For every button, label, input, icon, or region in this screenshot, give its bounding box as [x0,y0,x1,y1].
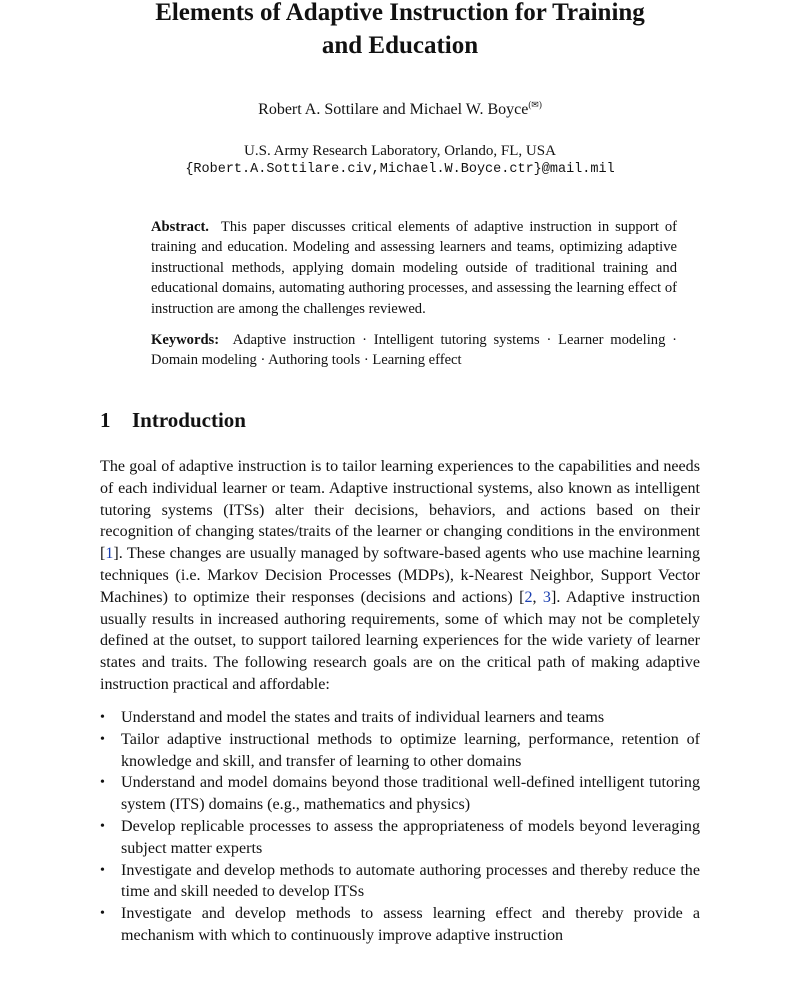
bullet-icon: • [100,818,105,834]
bullet-icon: • [100,710,105,725]
list-item [100,903,700,947]
list-item [100,772,700,816]
intro-text-2: ]. These changes are usually managed by software-based agents who use machine learning techniques (i.e. Markov Decision Processes (MDPs), k-Nearest Neighbor, Support Vector Machines) to optimize their responses (decisions and actions) [ [100,545,700,606]
title-line-1: Elements of Adaptive Instruction for Training [155,0,645,26]
corresponding-author-mark: (✉) [528,99,542,110]
citation-separator: , [532,588,543,606]
section-heading [100,406,246,434]
goal-text: Understand and model domains beyond those traditional well-defined intelligent tutoring system (ITS) domains (e.g., mathematics and physics) [121,774,700,814]
bullet-icon: • [100,775,105,791]
citation-link[interactable]: 3 [542,588,551,606]
keywords-label: Keywords: [151,332,220,348]
keywords-text: Adaptive instruction · Intelligent tutoring systems · Learner modeling · Domain modeling · Authoring tools · Learning effect [151,332,677,369]
author-email[interactable]: {Robert.A.Sottilare.civ,Michael.W.Boyce.ctr}@mail.mil [185,162,615,177]
list-item [100,729,700,773]
keywords [151,330,677,371]
title-line-2: and Education [321,32,479,59]
section-title: Introduction [132,408,246,432]
list-item [100,707,700,729]
authors-text: Robert A. Sottilare and Michael W. Boyce [258,101,529,118]
goal-text: Investigate and develop methods to assess learning effect and thereby provide a mechanism with which to continuously improve adaptive instruction [121,905,700,944]
bullet-icon: • [100,862,105,878]
goal-text: Investigate and develop methods to automate authoring processes and thereby reduce the time and skill needed to develop ITSs [121,861,700,901]
abstract [151,217,677,319]
citation-link[interactable]: 1 [105,545,114,563]
citation-link[interactable]: 2 [524,588,533,606]
intro-text-1: The goal of adaptive instruction is to tailor learning experiences to the capabilities and needs of each individual learner or team. Adaptive instructional systems, also known as intelligent tutoring systems (ITSs) alter their decisions, behaviors, and actions based on their recognition of changing states/traits of the learner or changing conditions in the environment [ [100,458,700,563]
bullet-icon: • [100,731,105,747]
abstract-label: Abstract. [151,219,209,235]
goal-text: Understand and model the states and traits of individual learners and teams [121,709,605,726]
intro-paragraph [100,456,700,696]
abstract-text: This paper discusses critical elements of adaptive instruction in support of training and education. Modeling and assessing learners and teams, optimizing adaptive instructional methods, applying domain modeling outside of traditional training and educational domains, automating authoring processes, and assessing the learning effect of instruction are among the challenges reviewed. [151,219,678,317]
author-list [100,100,700,120]
paper-title [100,0,700,62]
bullet-icon: • [100,906,105,922]
affiliation: U.S. Army Research Laboratory, Orlando, FL, USA [244,143,556,159]
intro-text-3: ]. Adaptive instruction usually results in increased authoring requirements, some of which may not be completely defined at the outset, to support tailored learning experiences for the wide variety of learner states and traits. The following research goals are on the critical path of making adaptive instruction practical and affordable: [100,588,701,693]
list-item [100,816,700,860]
goal-text: Develop replicable processes to assess the appropriateness of models beyond leveraging subject matter experts [121,817,700,857]
section-number: 1 [100,408,111,432]
list-item [100,860,700,904]
research-goals-list [100,707,700,947]
goal-text: Tailor adaptive instructional methods to optimize learning, performance, retention of knowledge and skill, and transfer of learning to other domains [121,730,700,770]
